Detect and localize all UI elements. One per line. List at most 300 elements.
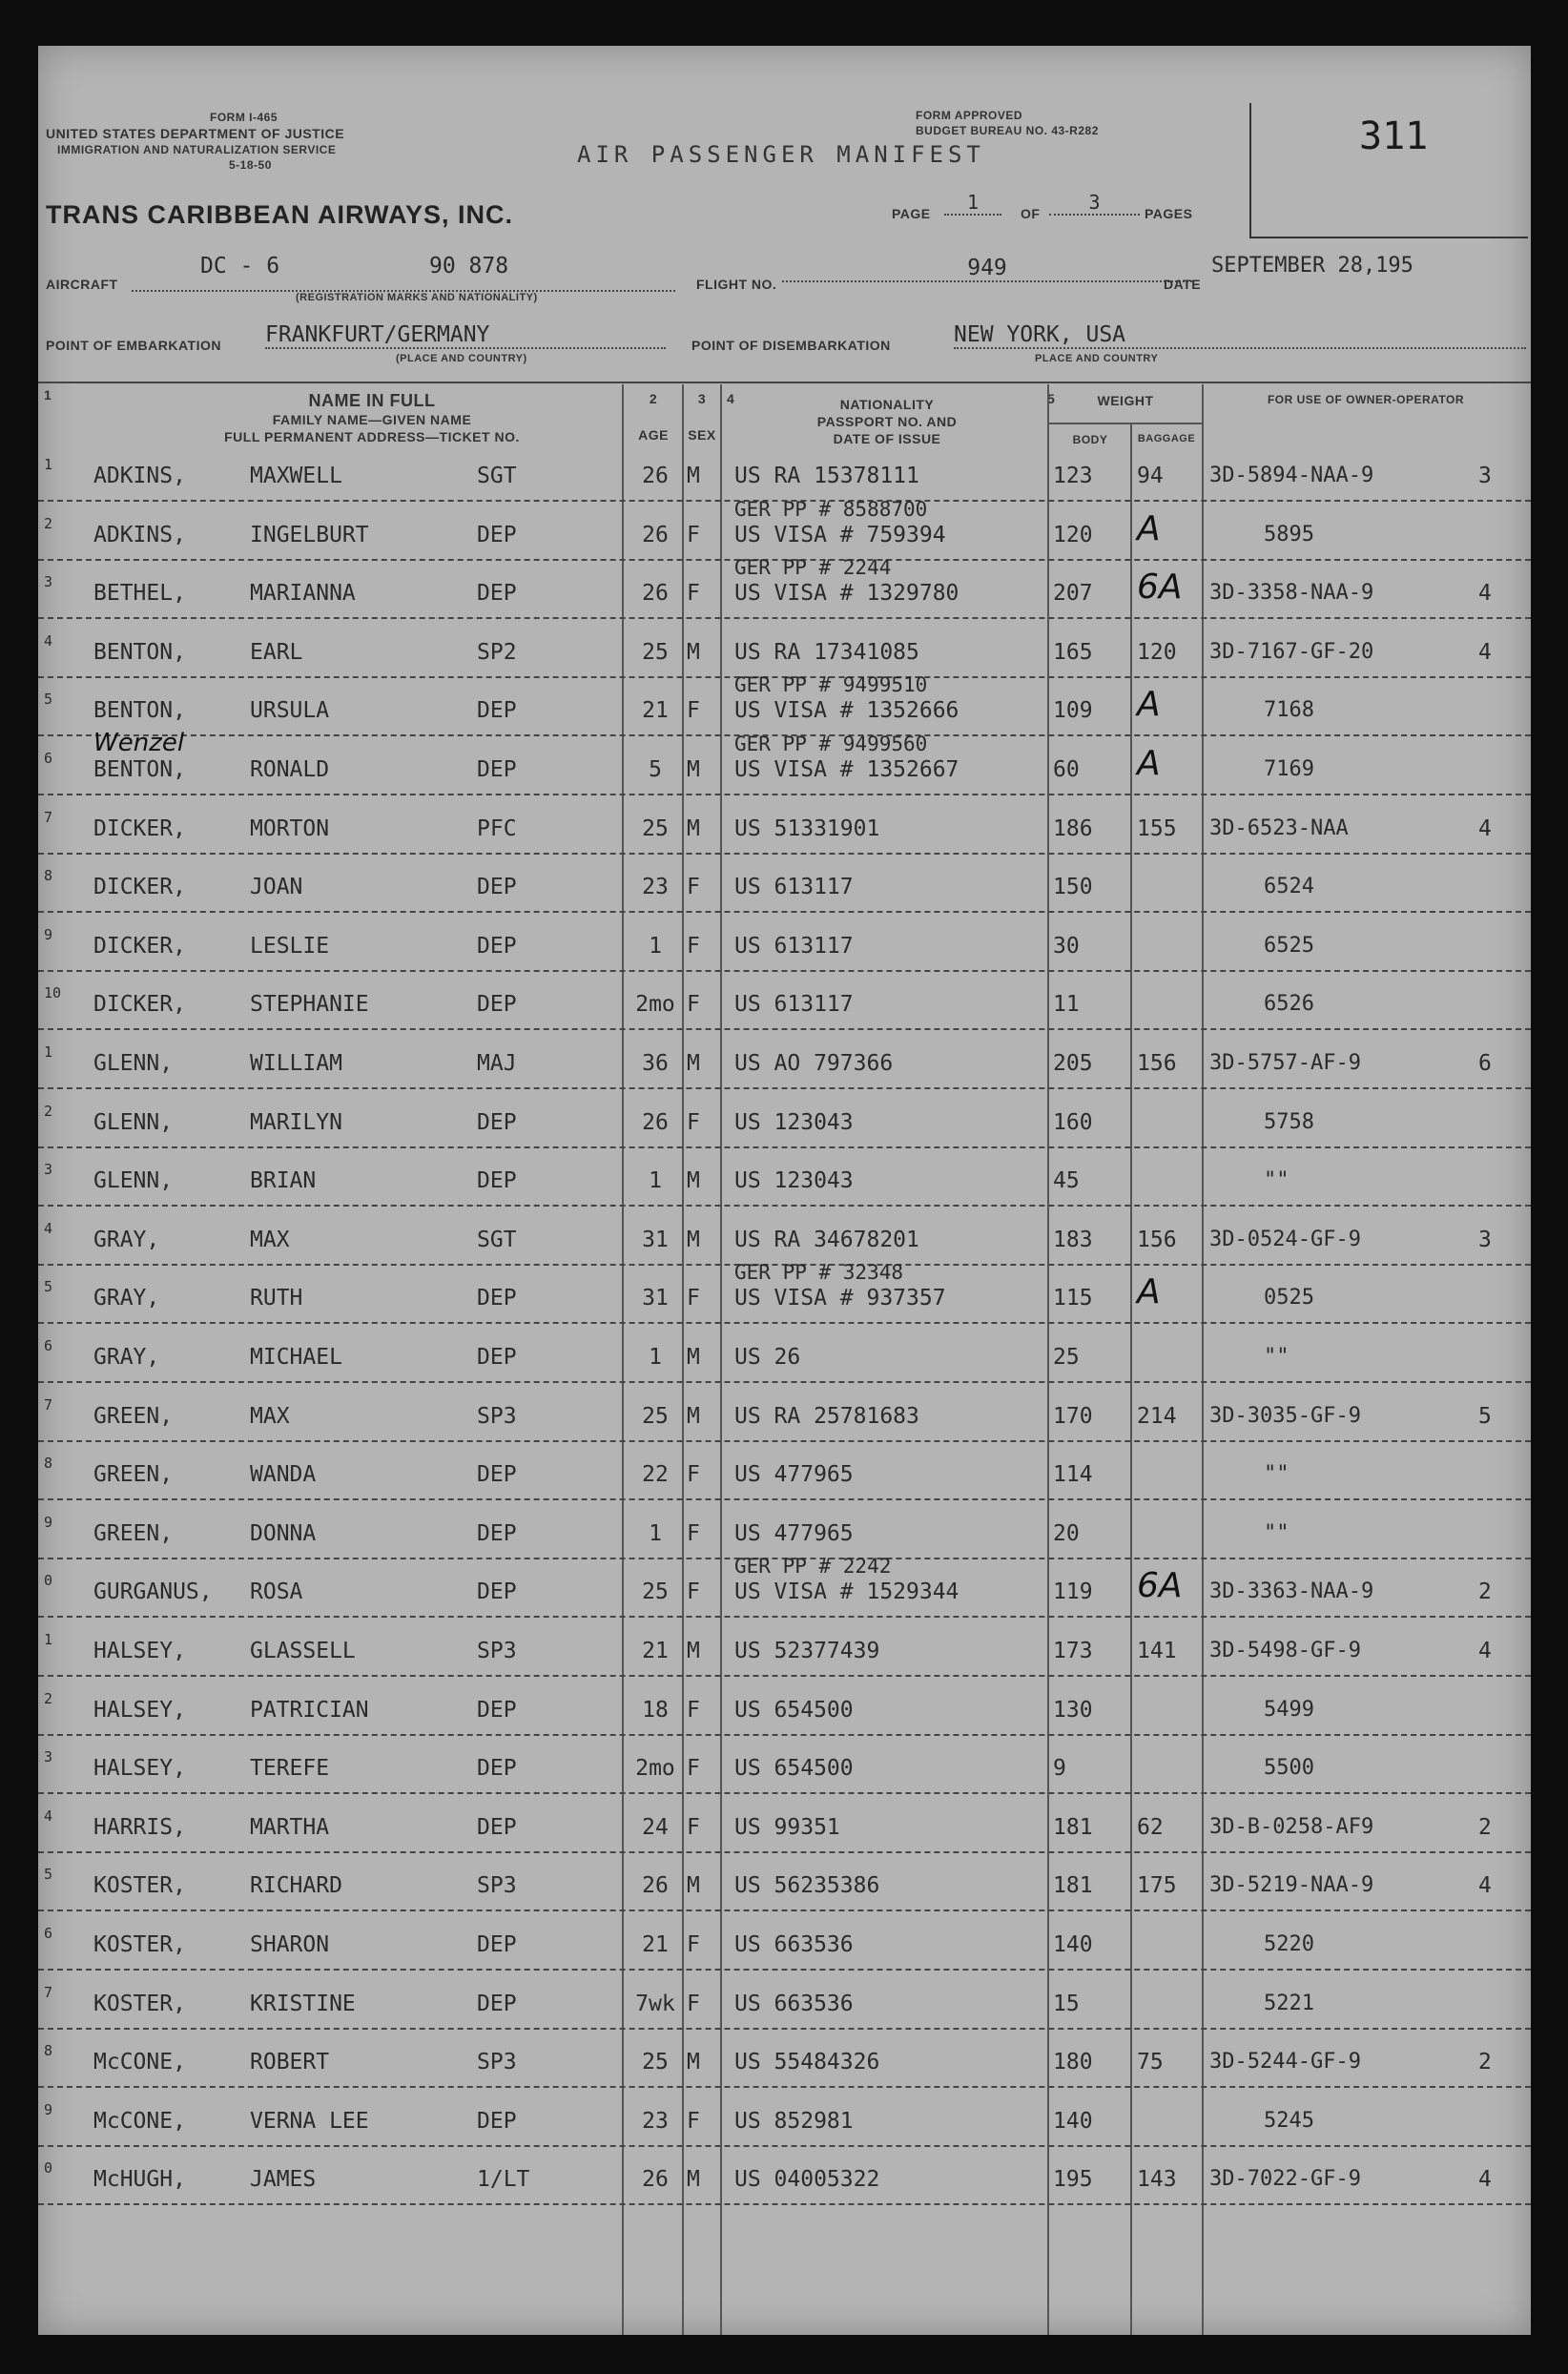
sex: F xyxy=(687,2109,700,2134)
given-name: WILLIAM xyxy=(250,1051,342,1076)
family-name: DICKER, xyxy=(93,875,186,899)
weight-heading: WEIGHT xyxy=(1097,393,1154,408)
row-number: 7 xyxy=(44,1984,53,2001)
body-weight: 114 xyxy=(1053,1462,1093,1487)
age: 7wk xyxy=(635,1992,675,2016)
nationality-visa: US 26 xyxy=(734,1345,801,1370)
nationality-visa: US 654500 xyxy=(734,1756,854,1781)
given-name: BRIAN xyxy=(250,1168,317,1193)
owner-operator-code: 5220 xyxy=(1264,1932,1314,1956)
sex: F xyxy=(687,1992,700,2016)
col2-number: 2 xyxy=(649,391,658,406)
row-separator xyxy=(38,1381,1531,1383)
baggage-weight: 175 xyxy=(1137,1873,1177,1898)
owner-operator-code: 5758 xyxy=(1264,1110,1314,1134)
nationality-visa: US 56235386 xyxy=(734,1873,880,1898)
row-number: 8 xyxy=(44,1455,53,1472)
nationality-visa: US VISA # 1529344 xyxy=(734,1579,959,1604)
sex-heading: SEX xyxy=(688,427,716,443)
nationality-visa: US 51331901 xyxy=(734,816,880,841)
body-weight: 183 xyxy=(1053,1228,1093,1252)
family-name: DICKER, xyxy=(93,934,186,959)
nationality-visa: US RA 17341085 xyxy=(734,640,919,665)
sex: F xyxy=(687,1579,700,1604)
row-separator xyxy=(38,1440,1531,1442)
owner-operator-code: 6526 xyxy=(1264,992,1314,1016)
nationality-visa: US VISA # 1352667 xyxy=(734,757,959,782)
body-weight: 45 xyxy=(1053,1168,1080,1193)
family-name: DICKER, xyxy=(93,816,186,841)
owner-extra: 4 xyxy=(1478,2167,1492,2192)
family-name: BENTON, xyxy=(93,757,186,782)
page-label: PAGE xyxy=(892,206,931,221)
nationality-visa: US 663536 xyxy=(734,1992,854,2016)
row-number: 4 xyxy=(44,632,53,650)
sex: M xyxy=(687,2050,700,2075)
baggage-weight: 120 xyxy=(1137,640,1177,665)
row-number: 8 xyxy=(44,2042,53,2059)
given-name: RUTH xyxy=(250,1286,303,1311)
baggage-weight: 62 xyxy=(1137,1815,1164,1840)
given-name: MARTHA xyxy=(250,1815,330,1840)
given-name: MAX xyxy=(250,1404,290,1429)
owner-extra: 4 xyxy=(1478,816,1492,841)
family-name: BETHEL, xyxy=(93,581,186,606)
sex: M xyxy=(687,757,700,782)
date-label: DATE xyxy=(1164,277,1202,292)
row-number: 2 xyxy=(44,515,53,532)
owner-extra: 2 xyxy=(1478,2050,1492,2075)
body-weight: 180 xyxy=(1053,2050,1093,2075)
row-separator xyxy=(38,2028,1531,2030)
owner-operator-code: 3D-5498-GF-9 xyxy=(1209,1639,1361,1662)
family-name: HARRIS, xyxy=(93,1815,186,1840)
body-weight: 30 xyxy=(1053,934,1080,959)
sex: M xyxy=(687,1168,700,1193)
sex: F xyxy=(687,698,700,723)
owner-operator-code: 3D-0524-GF-9 xyxy=(1209,1228,1361,1251)
age: 26 xyxy=(642,2167,669,2192)
registration: 90 878 xyxy=(429,254,509,279)
row-number: 8 xyxy=(44,867,53,884)
age: 22 xyxy=(642,1462,669,1487)
body-weight: 160 xyxy=(1053,1110,1093,1135)
owner-operator-code: 3D-7167-GF-20 xyxy=(1209,640,1374,664)
owner-operator-code: 5500 xyxy=(1264,1756,1314,1780)
row-separator xyxy=(38,617,1531,619)
family-name: DICKER, xyxy=(93,992,186,1017)
owner-operator-code: 3D-5244-GF-9 xyxy=(1209,2050,1361,2074)
nationality-visa: US RA 34678201 xyxy=(734,1228,919,1252)
owner-extra: 2 xyxy=(1478,1815,1492,1840)
given-name: KRISTINE xyxy=(250,1992,356,2016)
sex: F xyxy=(687,1462,700,1487)
given-name: WANDA xyxy=(250,1462,317,1487)
row-number: 1 xyxy=(44,1631,53,1648)
family-name: GLENN, xyxy=(93,1110,174,1135)
row-separator xyxy=(38,1087,1531,1089)
form-date-code: 5-18-50 xyxy=(229,158,272,172)
nationality-visa: US 663536 xyxy=(734,1932,854,1957)
embarkation-point: FRANKFURT/GERMANY xyxy=(265,322,666,349)
form-approved: FORM APPROVED xyxy=(916,109,1023,122)
embarkation-label: POINT OF EMBARKATION xyxy=(46,338,221,353)
owner-operator-code: 3D-B-0258-AF9 xyxy=(1209,1815,1374,1839)
baggage-weight: 6A xyxy=(1137,568,1183,607)
sex: M xyxy=(687,1873,700,1898)
rank-status: SGT xyxy=(477,1228,517,1252)
aircraft-type: DC - 6 xyxy=(200,254,280,279)
body-weight: 25 xyxy=(1053,1345,1080,1370)
header-rule xyxy=(38,382,1531,383)
row-number: 7 xyxy=(44,1396,53,1414)
sex: F xyxy=(687,1756,700,1781)
rank-status: SP3 xyxy=(477,1873,517,1898)
owner-extra: 4 xyxy=(1478,581,1492,606)
row-number: 7 xyxy=(44,809,53,826)
passport-number: GER PP # 9499510 xyxy=(734,673,928,696)
disembarkation-caption: PLACE AND COUNTRY xyxy=(1035,353,1159,364)
nationality-visa: US 04005322 xyxy=(734,2167,880,2192)
row-number: 9 xyxy=(44,2101,53,2118)
nationality-visa: US 99351 xyxy=(734,1815,840,1840)
age: 26 xyxy=(642,581,669,606)
owner-operator-code: 3D-7022-GF-9 xyxy=(1209,2167,1361,2191)
baggage-weight: A xyxy=(1137,509,1161,548)
age: 36 xyxy=(642,1051,669,1076)
family-name: McCONE, xyxy=(93,2050,186,2075)
owner-operator-code: "" xyxy=(1264,1168,1289,1192)
row-number: 1 xyxy=(44,1043,53,1061)
family-name: GLENN, xyxy=(93,1168,174,1193)
col3-number: 3 xyxy=(697,391,707,406)
sex: F xyxy=(687,1815,700,1840)
row-number: 5 xyxy=(44,1278,53,1295)
body-weight: 173 xyxy=(1053,1639,1093,1663)
owner-operator-code: 3D-5894-NAA-9 xyxy=(1209,464,1374,487)
sex: F xyxy=(687,934,700,959)
rank-status: DEP xyxy=(477,2109,517,2134)
family-name: GREEN, xyxy=(93,1521,174,1546)
given-name: RONALD xyxy=(250,757,330,782)
given-name: LESLIE xyxy=(250,934,330,959)
age: 25 xyxy=(642,1404,669,1429)
family-name: GLENN, xyxy=(93,1051,174,1076)
owner-extra: 4 xyxy=(1478,1873,1492,1898)
rank-status: DEP xyxy=(477,581,517,606)
sex: F xyxy=(687,1286,700,1311)
rank-status: DEP xyxy=(477,523,517,547)
body-weight: 181 xyxy=(1053,1873,1093,1898)
nationality-heading: NATIONALITY xyxy=(839,397,935,412)
age: 26 xyxy=(642,464,669,488)
baggage-weight: 6A xyxy=(1137,1566,1183,1605)
body-weight: 119 xyxy=(1053,1579,1093,1604)
age: 1 xyxy=(649,1168,662,1193)
given-name: ROBERT xyxy=(250,2050,330,2075)
nationality-visa: US VISA # 1329780 xyxy=(734,581,959,606)
age: 1 xyxy=(649,1345,662,1370)
body-weight: 11 xyxy=(1053,992,1080,1017)
row-separator xyxy=(38,853,1531,855)
family-name: GRAY, xyxy=(93,1228,160,1252)
rank-status: DEP xyxy=(477,698,517,723)
row-number: 6 xyxy=(44,1925,53,1942)
row-number: 3 xyxy=(44,1748,53,1765)
nationality-visa: US 123043 xyxy=(734,1110,854,1135)
nationality-visa: US 613117 xyxy=(734,875,854,899)
row-number: 2 xyxy=(44,1103,53,1120)
rank-status: MAJ xyxy=(477,1051,517,1076)
rank-status: DEP xyxy=(477,1756,517,1781)
sex: M xyxy=(687,1404,700,1429)
given-name: ROSA xyxy=(250,1579,303,1604)
issue-date-heading: DATE OF ISSUE xyxy=(833,431,941,446)
given-name: MARILYN xyxy=(250,1110,342,1135)
rank-status: DEP xyxy=(477,992,517,1017)
body-weight: 123 xyxy=(1053,464,1093,488)
row-separator xyxy=(38,2086,1531,2088)
owner-extra: 2 xyxy=(1478,1579,1492,1604)
baggage-weight: 94 xyxy=(1137,464,1164,488)
nationality-visa: US RA 25781683 xyxy=(734,1404,919,1429)
col5-number: 5 xyxy=(1047,391,1056,406)
owner-operator-code: 7169 xyxy=(1264,757,1314,781)
age: 2mo xyxy=(635,1756,675,1781)
passport-number: GER PP # 32348 xyxy=(734,1261,904,1284)
given-name: VERNA LEE xyxy=(250,2109,369,2134)
row-number: 10 xyxy=(44,984,62,1001)
rank-status: 1/LT xyxy=(477,2167,530,2192)
rank-status: DEP xyxy=(477,757,517,782)
row-number: 9 xyxy=(44,926,53,943)
family-name: GRAY, xyxy=(93,1345,160,1370)
owner-extra: 4 xyxy=(1478,640,1492,665)
baggage-weight-heading: BAGGAGE xyxy=(1137,433,1196,444)
given-name: PATRICIAN xyxy=(250,1698,369,1723)
col1-address-heading: FULL PERMANENT ADDRESS—TICKET NO. xyxy=(224,429,520,444)
sex: M xyxy=(687,1639,700,1663)
body-weight: 60 xyxy=(1053,757,1080,782)
age: 26 xyxy=(642,1873,669,1898)
body-weight-heading: BODY xyxy=(1072,433,1108,446)
sex: F xyxy=(687,1521,700,1546)
given-name: MORTON xyxy=(250,816,330,841)
sex: F xyxy=(687,1698,700,1723)
nationality-visa: US VISA # 1352666 xyxy=(734,698,959,723)
rank-status: SP3 xyxy=(477,1639,517,1663)
family-name: KOSTER, xyxy=(93,1873,186,1898)
owner-operator-code: 3D-3035-GF-9 xyxy=(1209,1404,1361,1428)
rank-status: DEP xyxy=(477,875,517,899)
passport-number: GER PP # 9499560 xyxy=(734,733,928,755)
row-separator xyxy=(38,1616,1531,1618)
body-weight: 150 xyxy=(1053,875,1093,899)
sex: F xyxy=(687,875,700,899)
row-separator xyxy=(38,1851,1531,1853)
family-name: ADKINS, xyxy=(93,464,186,488)
pages-label: PAGES xyxy=(1145,206,1193,221)
age: 31 xyxy=(642,1286,669,1311)
given-name: DONNA xyxy=(250,1521,317,1546)
given-name: JOAN xyxy=(250,875,303,899)
col4-number: 4 xyxy=(727,391,735,406)
rank-status: SP2 xyxy=(477,640,517,665)
baggage-weight: 75 xyxy=(1137,2050,1164,2075)
col1-heading: NAME IN FULL xyxy=(308,391,436,410)
nationality-visa: US 477965 xyxy=(734,1462,854,1487)
owner-extra: 3 xyxy=(1478,1228,1492,1252)
rank-status: DEP xyxy=(477,1345,517,1370)
row-number: 0 xyxy=(44,1572,53,1589)
age: 31 xyxy=(642,1228,669,1252)
embarkation-caption: (PLACE AND COUNTRY) xyxy=(396,353,527,364)
given-name: RICHARD xyxy=(250,1873,342,1898)
budget-bureau: BUDGET BUREAU NO. 43-R282 xyxy=(916,124,1099,137)
body-weight: 195 xyxy=(1053,2167,1093,2192)
family-name: GURGANUS, xyxy=(93,1579,213,1604)
baggage-weight: A xyxy=(1137,685,1161,724)
rank-status: SP3 xyxy=(477,2050,517,2075)
family-name: HALSEY, xyxy=(93,1639,186,1663)
row-separator xyxy=(38,1205,1531,1207)
rank-status: SP3 xyxy=(477,1404,517,1429)
given-name: GLASSELL xyxy=(250,1639,356,1663)
family-name: BENTON, xyxy=(93,640,186,665)
row-number: 3 xyxy=(44,1161,53,1178)
body-weight: 207 xyxy=(1053,581,1093,606)
owner-extra: 3 xyxy=(1478,464,1492,488)
body-weight: 15 xyxy=(1053,1992,1080,2016)
rank-status: PFC xyxy=(477,816,517,841)
page-number: 1 xyxy=(944,191,1001,216)
airline-name: TRANS CARIBBEAN AIRWAYS, INC. xyxy=(46,200,514,229)
row-separator xyxy=(38,1734,1531,1736)
age: 25 xyxy=(642,816,669,841)
nationality-visa: US AO 797366 xyxy=(734,1051,894,1076)
baggage-weight: 156 xyxy=(1137,1051,1177,1076)
row-separator xyxy=(38,794,1531,795)
given-name: TEREFE xyxy=(250,1756,330,1781)
sex: M xyxy=(687,1228,700,1252)
row-separator xyxy=(38,1969,1531,1971)
body-weight: 109 xyxy=(1053,698,1093,723)
row-number: 6 xyxy=(44,750,53,767)
passport-number: GER PP # 2242 xyxy=(734,1555,892,1578)
age: 23 xyxy=(642,875,669,899)
col-divider-baggage xyxy=(1130,423,1132,2335)
owner-operator-code: 3D-6523-NAA xyxy=(1209,816,1349,840)
body-weight: 165 xyxy=(1053,640,1093,665)
rank-status: DEP xyxy=(477,934,517,959)
of-number: 3 xyxy=(1049,191,1140,216)
family-name: HALSEY, xyxy=(93,1756,186,1781)
rank-status: DEP xyxy=(477,1579,517,1604)
rank-status: DEP xyxy=(477,1815,517,1840)
body-weight: 170 xyxy=(1053,1404,1093,1429)
owner-extra: 6 xyxy=(1478,1051,1492,1076)
given-name: STEPHANIE xyxy=(250,992,369,1017)
disembarkation-point: NEW YORK, USA xyxy=(954,322,1526,349)
rank-status: DEP xyxy=(477,1932,517,1957)
row-number: 2 xyxy=(44,1690,53,1707)
row-separator xyxy=(38,1792,1531,1794)
baggage-weight: 155 xyxy=(1137,816,1177,841)
baggage-weight: A xyxy=(1137,1272,1161,1311)
passport-number: GER PP # 2244 xyxy=(734,556,892,579)
row-separator xyxy=(38,1322,1531,1324)
rank-status: DEP xyxy=(477,1286,517,1311)
rank-status: DEP xyxy=(477,1521,517,1546)
body-weight: 20 xyxy=(1053,1521,1080,1546)
sex: M xyxy=(687,1345,700,1370)
owner-operator-code: 3D-5219-NAA-9 xyxy=(1209,1873,1374,1897)
age: 1 xyxy=(649,1521,662,1546)
row-separator xyxy=(38,970,1531,972)
of-label: OF xyxy=(1021,206,1041,221)
baggage-weight: 141 xyxy=(1137,1639,1177,1663)
nationality-visa: US VISA # 937357 xyxy=(734,1286,946,1311)
nationality-visa: US 654500 xyxy=(734,1698,854,1723)
body-weight: 9 xyxy=(1053,1756,1066,1781)
row-number: 0 xyxy=(44,2159,53,2177)
age: 18 xyxy=(642,1698,669,1723)
owner-extra: 5 xyxy=(1478,1404,1492,1429)
row-separator xyxy=(38,2203,1531,2205)
sex: M xyxy=(687,464,700,488)
nationality-visa: US 852981 xyxy=(734,2109,854,2134)
nationality-visa: US 477965 xyxy=(734,1521,854,1546)
owner-operator-code: 0525 xyxy=(1264,1286,1314,1310)
owner-operator-code: 5499 xyxy=(1264,1698,1314,1722)
family-name: GRAY, xyxy=(93,1286,160,1311)
age: 25 xyxy=(642,2050,669,2075)
family-name: BENTON, xyxy=(93,698,186,723)
owner-operator-code: 5245 xyxy=(1264,2109,1314,2133)
age: 26 xyxy=(642,523,669,547)
row-number: 4 xyxy=(44,1807,53,1825)
owner-operator-code: "" xyxy=(1264,1462,1289,1486)
age: 25 xyxy=(642,1579,669,1604)
sex: F xyxy=(687,1110,700,1135)
col1-number: 1 xyxy=(44,387,52,403)
sex: M xyxy=(687,816,700,841)
row-separator xyxy=(38,2145,1531,2147)
sex: M xyxy=(687,1051,700,1076)
owner-operator-heading: FOR USE OF OWNER-OPERATOR xyxy=(1267,393,1465,406)
row-number: 5 xyxy=(44,1866,53,1883)
age: 5 xyxy=(649,757,662,782)
weight-subrule xyxy=(1049,423,1202,424)
baggage-weight: A xyxy=(1137,744,1161,783)
given-name: SHARON xyxy=(250,1932,330,1957)
body-weight: 181 xyxy=(1053,1815,1093,1840)
body-weight: 120 xyxy=(1053,523,1093,547)
sex: F xyxy=(687,581,700,606)
nationality-visa: US RA 15378111 xyxy=(734,464,919,488)
age: 26 xyxy=(642,1110,669,1135)
nationality-visa: US 52377439 xyxy=(734,1639,880,1663)
given-name: INGELBURT xyxy=(250,523,369,547)
nationality-visa: US VISA # 759394 xyxy=(734,523,946,547)
registration-caption: (REGISTRATION MARKS AND NATIONALITY) xyxy=(296,292,538,303)
owner-operator-code: 3D-5757-AF-9 xyxy=(1209,1051,1361,1075)
rank-status: DEP xyxy=(477,1168,517,1193)
row-number: 5 xyxy=(44,691,53,708)
age: 23 xyxy=(642,2109,669,2134)
row-number: 3 xyxy=(44,573,53,590)
family-name: McHUGH, xyxy=(93,2167,186,2192)
